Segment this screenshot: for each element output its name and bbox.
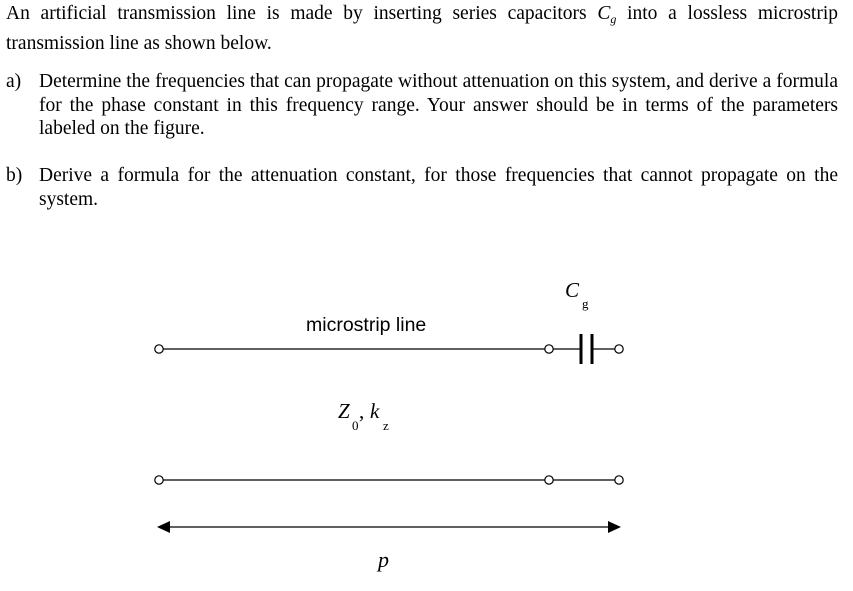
impedance-label-subscript: 0 — [352, 418, 359, 433]
wavenumber-label: k — [370, 399, 380, 423]
part-a-text: Determine the frequencies that can propagate without attenuation on this system, and derive a formula for the phase constant in this frequency range. Your answer should be in terms of the parameters labeled on the figure. — [39, 71, 838, 139]
capacitor-label: C — [565, 278, 580, 302]
part-a-label: a) — [6, 71, 22, 92]
bottom-left-terminal — [155, 476, 163, 484]
intro-text-after: into a lossless microstrip transmission line as shown below. — [6, 3, 838, 54]
intro-capacitor-subscript: g — [610, 12, 617, 26]
bottom-right-node — [545, 476, 553, 484]
top-left-terminal — [155, 345, 163, 353]
bottom-output-terminal — [615, 476, 623, 484]
intro-text-before: An artificial transmission line is made by inserting series capacitors — [6, 3, 587, 24]
top-output-terminal — [615, 345, 623, 353]
impedance-label: Z — [338, 399, 350, 423]
top-right-node — [545, 345, 553, 353]
part-b-text: Derive a formula for the attenuation constant, for those frequencies that cannot propagate on the system. — [39, 165, 838, 210]
capacitor-label-subscript: g — [582, 296, 589, 311]
period-arrow — [157, 521, 621, 533]
wavenumber-label-subscript: z — [383, 418, 389, 433]
capacitor-symbol — [553, 334, 615, 364]
period-label: p — [378, 547, 389, 572]
label-separator: , — [359, 399, 365, 423]
part-b-label: b) — [6, 165, 23, 186]
intro-capacitor-symbol: C — [597, 3, 611, 24]
microstrip-label: microstrip line — [306, 314, 427, 336]
